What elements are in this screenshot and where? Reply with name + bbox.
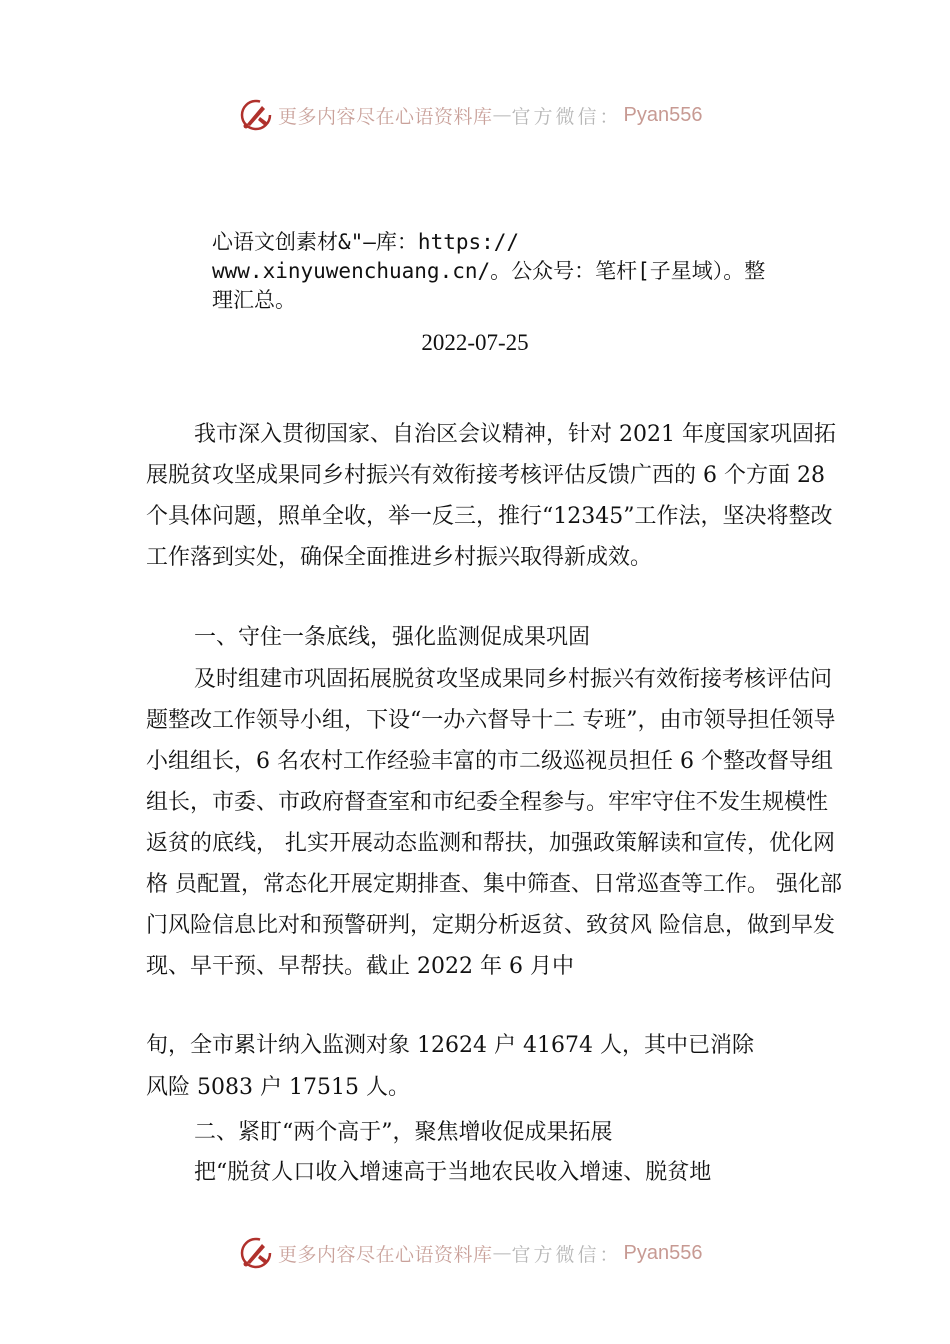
- body-paragraph: [146, 659, 846, 987]
- section-heading-text: 一、守住一条底线，强化监测促成果巩固: [194, 625, 591, 650]
- banner-wechat-label: 官方微信：: [511, 105, 622, 128]
- banner-wechat-id: Pyan556: [623, 103, 703, 126]
- body-paragraph: [146, 414, 846, 578]
- paragraph-text: 旬，全市累计纳入监测对象 12624 户 41674 人，其中已消除: [146, 1033, 754, 1058]
- section-heading: [146, 617, 846, 658]
- banner-slogan: 更多内容尽在心语资料库: [278, 105, 493, 128]
- banner-dash: —: [492, 104, 512, 126]
- brush-logo-icon: [238, 1235, 274, 1271]
- banner-slogan: 更多内容尽在心语资料库: [278, 1243, 493, 1266]
- body-paragraph: [146, 1152, 846, 1193]
- paragraph-text: 及时组建市巩固拓展脱贫攻坚成果同乡村振兴有效衔接考核评估问题整改工作领导小组，下设“一办六督导十二 专班”，由市领导担任领导小组组长，6 名农村工作经验丰富的市二级巡视员担任 6 个整改督导组组长，市委、市政府督查室和市纪委全程参与。牢牢守住不发生规模性返贫的底线， 扎实开展动态监测和帮扶，加强政策解读和宣传，优化网格 员配置，常态化开展定期排查、集中筛查、日常巡查等工作。 强化部门风险信息比对和预警研判，定期分析返贫、致贫风 险信息，做到早发现、早干预、早帮扶。截止 2022 年 6 月中: [146, 667, 842, 979]
- banner-dash: —: [492, 1242, 512, 1264]
- paragraph-text: 把“脱贫人口收入增速高于当地农民收入增速、脱贫地: [194, 1160, 712, 1185]
- paragraph-text: 我市深入贯彻国家、自治区会议精神，针对 2021 年度国家巩固拓展脱贫攻坚成果同乡村振兴有效衔接考核评估反馈广西的 6 个方面 28 个具体问题，照单全收，举一反三，推行“12345”工作法，坚决将整改工作落到实处，确保全面推进乡村振兴取得新成效。: [146, 422, 836, 570]
- document-date: 2022-07-25: [421, 330, 529, 355]
- section-heading: [146, 1112, 846, 1153]
- source-note: [212, 228, 852, 315]
- source-note-line: www.xinyuwenchuang.cn/。公众号：笔杆[子星域）。整: [212, 259, 766, 283]
- source-note-line: 心语文创素材&"—库：https://: [212, 230, 520, 254]
- paragraph-text: 风险 5083 户 17515 人。: [146, 1075, 410, 1100]
- footer-watermark-banner: [238, 1233, 703, 1273]
- banner-wechat-label: 官方微信：: [511, 1243, 622, 1266]
- banner-wechat-id: Pyan556: [623, 1241, 703, 1264]
- header-watermark-banner: [238, 95, 703, 135]
- brush-logo-icon: [238, 97, 274, 133]
- body-paragraph-continuation: [146, 1025, 846, 1109]
- source-note-line: 理汇总。: [212, 288, 296, 312]
- section-heading-text: 二、紧盯“两个高于”，聚焦增收促成果拓展: [194, 1120, 613, 1145]
